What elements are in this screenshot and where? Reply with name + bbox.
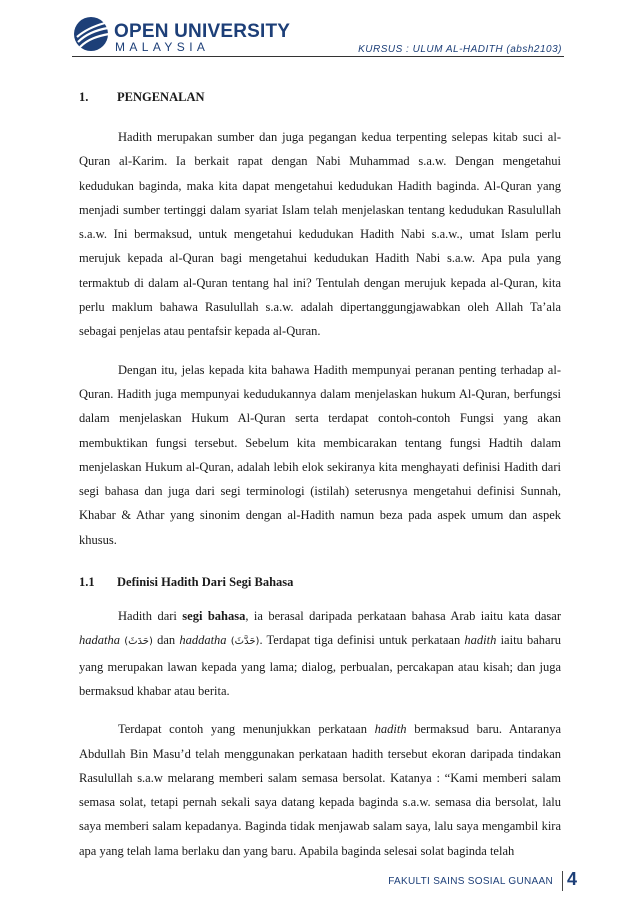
paragraph	[79, 604, 561, 703]
subsection-heading	[79, 572, 561, 592]
logo-title: OPEN UNIVERSITY	[114, 21, 291, 42]
text-run: . Terdapat tiga definisi untuk perkataan	[259, 633, 465, 648]
text-run: Terdapat contoh yang menunjukkan perkataan	[118, 722, 375, 737]
term-italic: hadith	[464, 633, 497, 648]
section-title: PENGENALAN	[117, 90, 205, 104]
header-divider	[72, 56, 564, 57]
bold-term: segi bahasa	[182, 609, 246, 624]
subsection-title: Definisi Hadith Dari Segi Bahasa	[117, 575, 294, 590]
text-run: , ia berasal daripada perkataan bahasa Arab iaitu kata dasar	[245, 609, 561, 624]
university-logo	[72, 14, 291, 54]
paragraph: Dengan itu, jelas kepada kita bahawa Hadith mempunyai peranan penting terhadap al-Quran. Hadith juga mempunyai kedudukannya dalam menjelaskan hukum Al-Quran, berfungsi dalam menjelaskan Hukum Al-Quran serta terdapat contoh-contoh Fungsi yang akan membuktikan fungsi tersebut. Sebelum kita membicarakan tentang fungsi Hadtih dalam menjelaskan Hukum al-Quran, adalah lebih elok sekiranya kita menghayati definisi Hadith dari segi bahasa dan juga dari segi terminologi (istilah) seterusnya mengetahui definisi Sunnah, Khabar & Athar yang sinonim dengan al-Hadith namun beza pada aspek umum dan aspek khusus.	[79, 362, 561, 547]
footer-faculty: FAKULTI SAINS SOSIAL GUNAAN	[388, 876, 553, 887]
page-number: 4	[567, 869, 578, 889]
logo-subtitle: MALAYSIA	[115, 40, 210, 54]
term-italic: haddatha	[179, 633, 227, 648]
footer-divider	[562, 871, 563, 891]
text-run: iaitu baharu yang merupakan lawan kepada yang lama; dialog, perbualan, percakapan atau kisah; dan juga bermaksud khabar atau berita.	[79, 633, 562, 698]
term-italic: hadatha	[79, 633, 120, 648]
arabic-word: (حَدَّثَ)	[230, 636, 260, 648]
paragraph: Hadith merupakan sumber dan juga pegangan kedua terpenting selepas kitab suci al-Quran al-Karim. Ia berkait rapat dengan Nabi Muhammad s.a.w. Dengan mengetahui kedudukan baginda, maka kita dapat mengetahui kedudukan Hadith baginda. Al-Quran yang menjadi sumber tertinggi dalam syariat Islam telah menjelaskan tentang kedudukan Rasulullah s.a.w. Ini bermaksud, untuk mengetahui kedudukan Hadith Nabi s.a.w., umat Islam perlu merujuk kepada al-Quran bagi mengetahui kedudukan Hadith Nabi s.a.w. Apa pula yang termaktub di dalam al-Quran tentang hal ini? Tentulah dengan merujuk kepada al-Quran, kita perlu maklum bahawa Rasulullah s.a.w. adalah dipertanggungjawabkan oleh Allah Ta’ala sebagai penjelas atau pentafsir kepada al-Quran.	[79, 130, 561, 339]
section-number: 1.	[79, 90, 89, 104]
course-title: KURSUS : ULUM AL-HADITH (absh2103)	[358, 44, 562, 55]
text-run: dan	[152, 633, 180, 648]
text-run: Hadith dari	[118, 609, 183, 624]
arabic-word: (حَدَثَ)	[124, 636, 153, 648]
text-run: bermaksud baru. Antaranya Abdullah Bin Masu’d telah menggunakan perkataan hadith tersebut ekoran daripada tindakan Rasulullah s.a.w melarang memberi salam semasa bersolat. Katanya : “Kami memberi salam semasa solat, tetapi pernah sekali saya datang kepada baginda s.a.w. semasa dia bersolat, lalu saya memberi salam kepadanya. Baginda tidak menjawab salam saya, lalu saya mengambil kira apa yang telah lama berlaku dan yang baru. Apabila baginda selesai solat baginda telah	[79, 722, 561, 858]
subsection-number: 1.1	[79, 575, 95, 590]
paragraph	[79, 717, 561, 863]
open-university-logo-icon	[72, 14, 112, 54]
document-body	[79, 87, 561, 863]
section-heading	[79, 87, 561, 107]
term-italic: hadith	[374, 722, 407, 737]
